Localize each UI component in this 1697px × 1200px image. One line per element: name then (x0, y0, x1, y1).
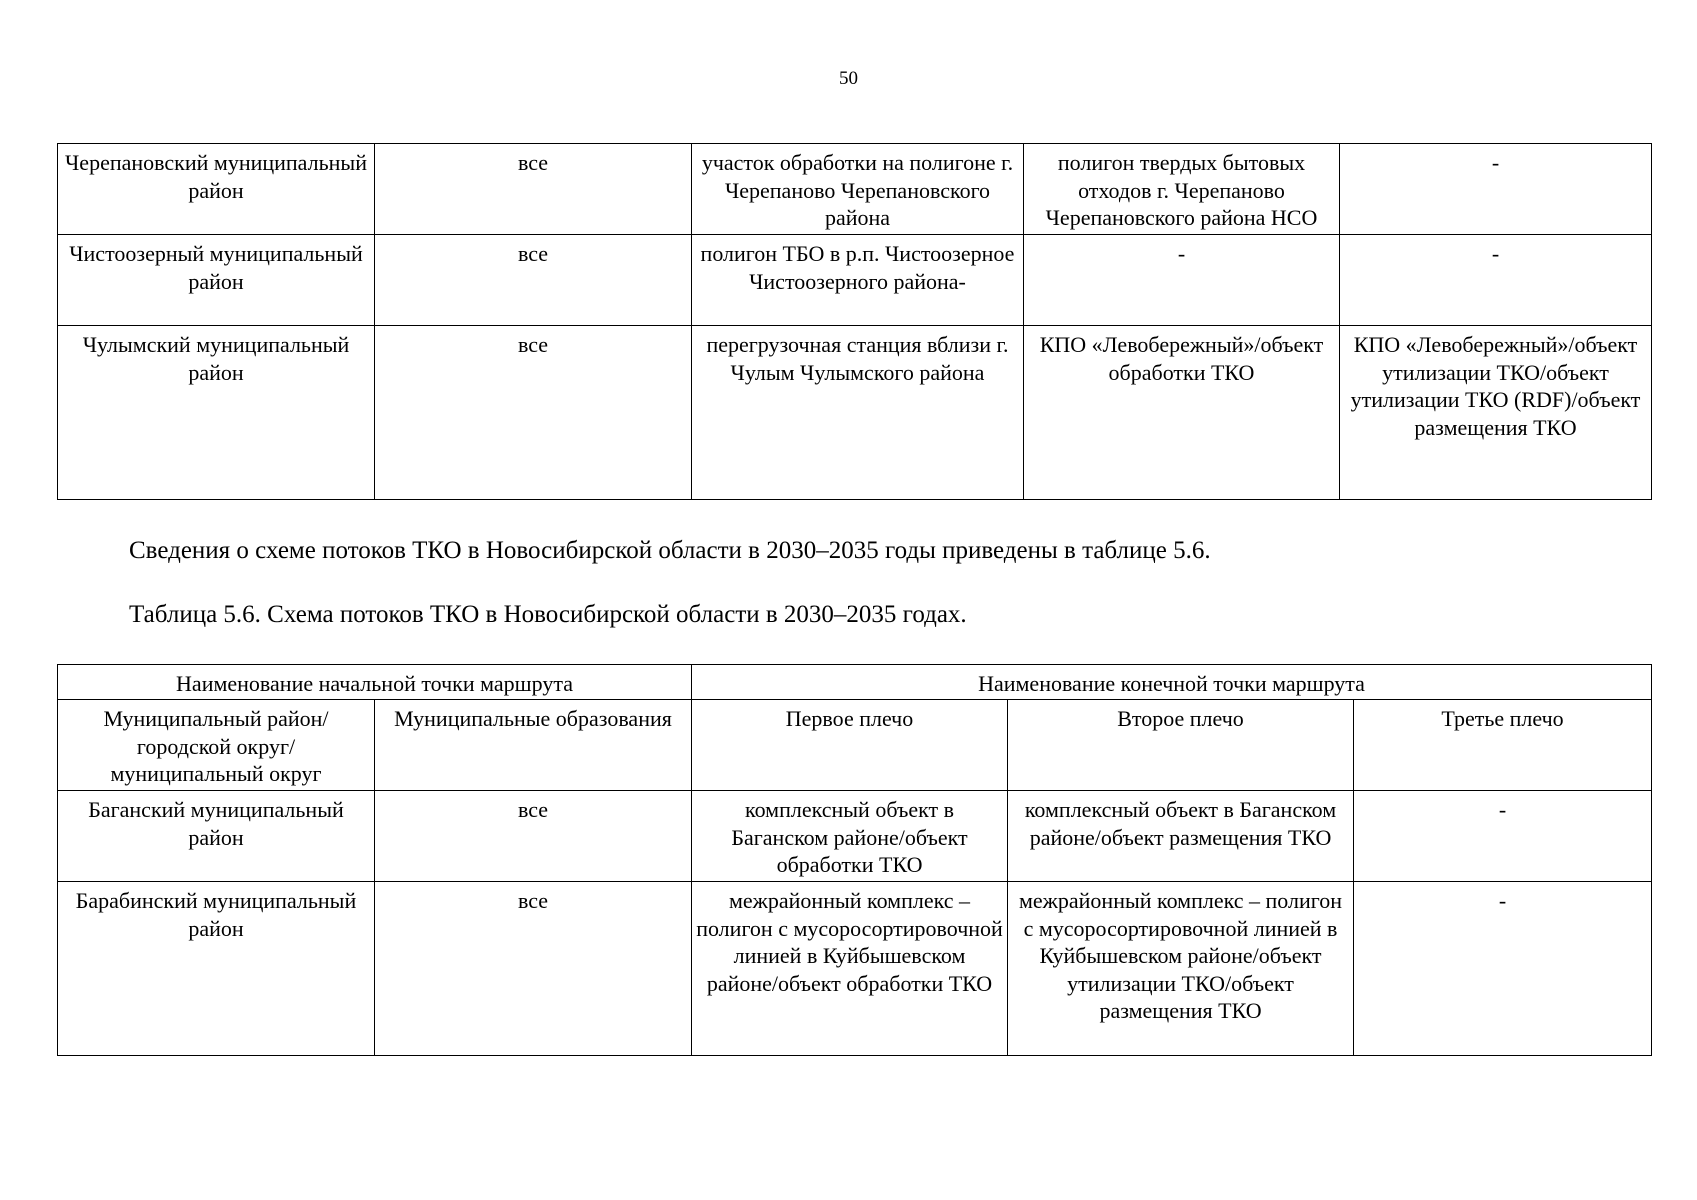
table-row (58, 144, 1652, 235)
waste-flow-table-5-6 (57, 664, 1652, 1056)
table-cell-second-leg: комплексный объект в Баганском районе/объект размещения ТКО (1008, 791, 1354, 882)
table-cell-municipalities: все (375, 235, 692, 326)
table-cell-district: Чистоозерный муниципальный район (58, 235, 375, 326)
table-cell-second-leg: - (1024, 235, 1340, 326)
table-row (58, 791, 1652, 882)
waste-flow-table-continued (57, 143, 1652, 500)
table-cell-first-leg: участок обработки на полигоне г. Черепаново Черепановского района (692, 144, 1024, 235)
table-cell-third-leg: - (1354, 882, 1652, 1056)
table-cell-municipalities: все (375, 882, 692, 1056)
column-header-third-leg: Третье плечо (1354, 700, 1652, 791)
table-cell-first-leg: перегрузочная станция вблизи г. Чулым Чулымского района (692, 326, 1024, 500)
table-cell-third-leg: КПО «Левобережный»/объект утилизации ТКО/объект утилизации ТКО (RDF)/объект размещения ТКО (1340, 326, 1652, 500)
table-cell-district: Чулымский муниципальный район (58, 326, 375, 500)
table-cell-third-leg: - (1354, 791, 1652, 882)
table-row (58, 326, 1652, 500)
table-cell-third-leg: - (1340, 144, 1652, 235)
table-row (58, 882, 1652, 1056)
table-cell-municipalities: все (375, 144, 692, 235)
column-header-second-leg: Второе плечо (1008, 700, 1354, 791)
intro-paragraph: Сведения о схеме потоков ТКО в Новосибирской области в 2030–2035 годы приведены в таблице 5.6. (129, 537, 1211, 564)
table-cell-second-leg: полигон твердых бытовых отходов г. Черепаново Черепановского района НСО (1024, 144, 1340, 235)
column-header-municipalities: Муниципальные образования (375, 700, 692, 791)
table-cell-first-leg: межрайонный комплекс – полигон с мусоросортировочной линией в Куйбышевском районе/объект обработки ТКО (692, 882, 1008, 1056)
table-cell-municipalities: все (375, 326, 692, 500)
column-header-first-leg: Первое плечо (692, 700, 1008, 791)
header-start-point: Наименование начальной точки маршрута (58, 665, 692, 700)
header-end-point: Наименование конечной точки маршрута (692, 665, 1652, 700)
page-number: 50 (839, 68, 858, 89)
table-cell-first-leg: полигон ТБО в р.п. Чистоозерное Чистоозерного района- (692, 235, 1024, 326)
table-caption: Таблица 5.6. Схема потоков ТКО в Новосибирской области в 2030–2035 годах. (129, 601, 967, 628)
table-row (58, 235, 1652, 326)
table-cell-district: Баганский муниципальный район (58, 791, 375, 882)
table-cell-first-leg: комплексный объект в Баганском районе/объект обработки ТКО (692, 791, 1008, 882)
table-cell-third-leg: - (1340, 235, 1652, 326)
table-cell-second-leg: КПО «Левобережный»/объект обработки ТКО (1024, 326, 1340, 500)
table-cell-district: Барабинский муниципальный район (58, 882, 375, 1056)
table-cell-district: Черепановский муниципальный район (58, 144, 375, 235)
table-cell-second-leg: межрайонный комплекс – полигон с мусоросортировочной линией в Куйбышевском районе/объект утилизации ТКО/объект размещения ТКО (1008, 882, 1354, 1056)
column-header-district: Муниципальный район/городской округ/муниципальный округ (58, 700, 375, 791)
table-cell-municipalities: все (375, 791, 692, 882)
group-header-row (58, 665, 1652, 700)
column-header-row (58, 700, 1652, 791)
